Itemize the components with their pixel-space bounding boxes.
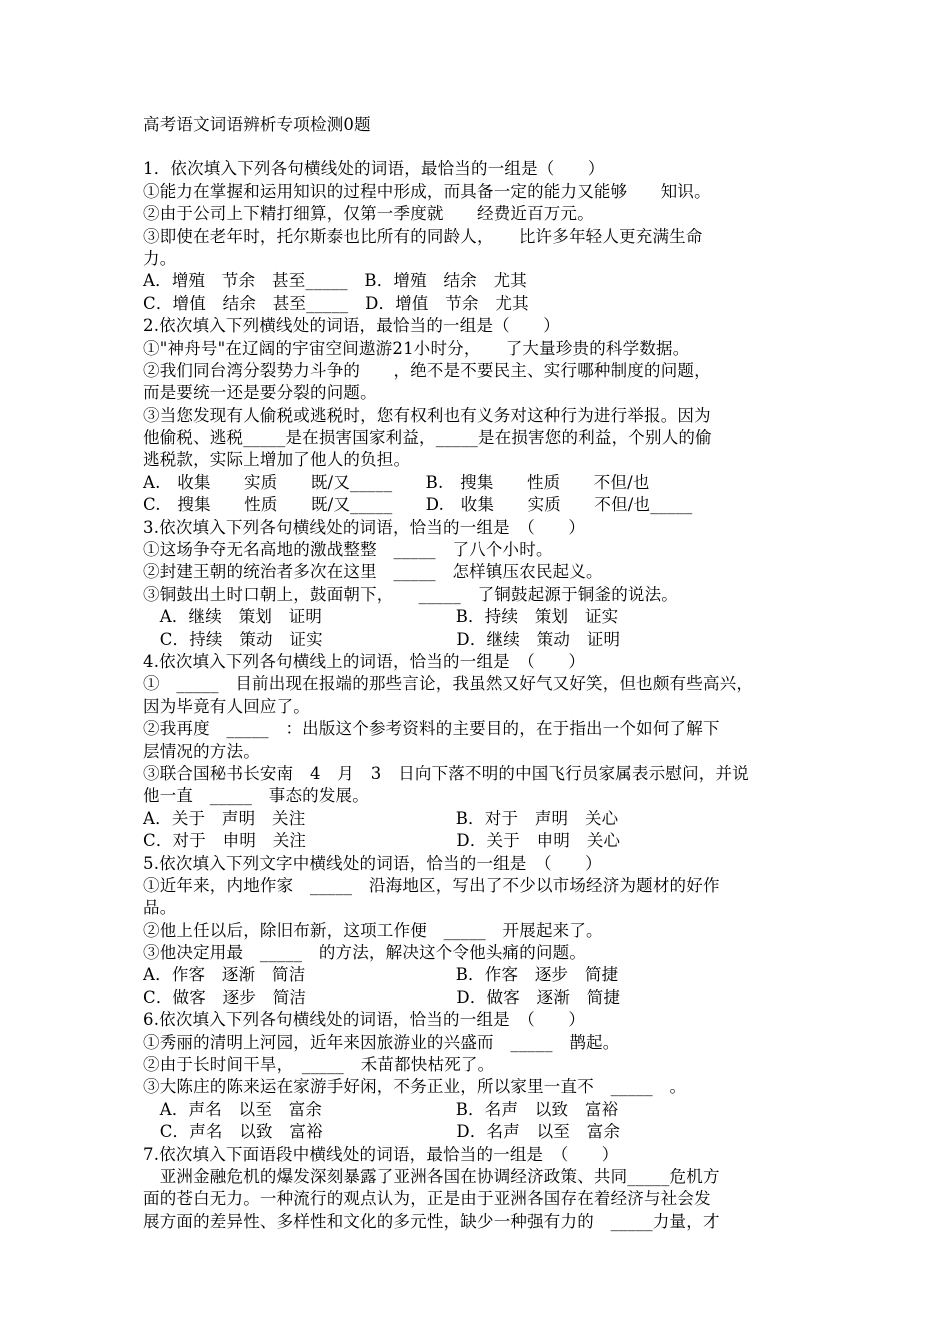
- text-line: ②我再度 _____ ：出版这个参考资料的主要目的，在于指出一个如何了解下: [143, 719, 720, 739]
- text-line: 层情况的方法。: [143, 741, 260, 761]
- text-line: ①这场争夺无名高地的激战整整 _____ 了八个小时。: [143, 540, 553, 560]
- text-line: 面的苍白无力。一种流行的观点认为，正是由于亚洲各国存在着经济与社会发: [143, 1189, 711, 1209]
- text-line: 7.依次填入下面语段中横线处的词语，最恰当的一组是 （ ）: [143, 1144, 619, 1164]
- text-line: ②封建王朝的统治者多次在这里 _____ 怎样镇压农民起义。: [143, 562, 603, 582]
- text-line: C．增值 结余 甚至_____ D．增值 节余 尤其: [143, 293, 529, 313]
- text-line: 6.依次填入下列各句横线处的词语，恰当的一组是 （ ）: [143, 1010, 586, 1030]
- text-line: 他偷税、逃税_____是在损害国家利益，_____是在损害您的利益，个别人的偷: [143, 428, 712, 448]
- text-line: ③联合国秘书长安南 4 月 3 日向下落不明的中国飞行员家属表示慰问，并说: [143, 763, 749, 783]
- text-line: 4.依次填入下列各句横线上的词语，恰当的一组是 （ ）: [143, 651, 586, 671]
- text-line: 2.依次填入下列横线处的词语，最恰当的一组是（ ）: [143, 316, 560, 336]
- text-line: ① _____ 目前出现在报端的那些言论，我虽然又好气又好笑，但也颇有些高兴，: [143, 674, 754, 694]
- text-line: A．增殖 节余 甚至_____ B．增殖 结余 尤其: [143, 271, 527, 291]
- text-line: ①秀丽的清明上河园，近年来因旅游业的兴盛而 _____ 鹊起。: [143, 1032, 620, 1052]
- document-page: [143, 114, 823, 1233]
- text-line: 而是要统一还是要分裂的问题。: [143, 383, 377, 403]
- text-line: ②我们同台湾分裂势力斗争的 ，绝不是不要民主、实行哪种制度的问题，: [143, 360, 711, 380]
- text-line: C. 搜集 性质 既/又_____ D. 收集 实质 不但/也_____: [143, 495, 693, 515]
- text-line: ③当您发现有人偷税或逃税时，您有权利也有义务对这种行为进行举报。因为: [143, 405, 711, 425]
- text-line: A．声名 以至 富余 B．名声 以致 富裕: [143, 1099, 619, 1119]
- text-line: A. 收集 实质 既/又_____ B. 搜集 性质 不但/也: [143, 472, 650, 492]
- text-line: 逃税款，实际上增加了他人的负担。: [143, 450, 411, 470]
- text-line: ①"神舟号"在辽阔的宇宙空间遨游21小时分， 了大量珍贵的科学数据。: [143, 338, 690, 358]
- text-line: 5.依次填入下列文字中横线处的词语，恰当的一组是 （ ）: [143, 853, 602, 873]
- text-line: ②他上任以后，除旧布新，这项工作便 _____ 开展起来了。: [143, 920, 603, 940]
- text-line: 展方面的差异性、多样性和文化的多元性，缺少一种强有力的 _____力量，才: [143, 1211, 720, 1231]
- text-line: ③即使在老年时，托尔斯泰也比所有的同龄人， 比许多年轻人更充满生命: [143, 226, 703, 246]
- text-line: 亚洲金融危机的爆发深刻暴露了亚洲各国在协调经济政策、共同_____危机方: [143, 1166, 720, 1186]
- text-line: ③大陈庄的陈来运在家游手好闲，不务正业，所以家里一直不 _____ 。: [143, 1077, 687, 1097]
- text-line: ①能力在掌握和运用知识的过程中形成，而具备一定的能力又能够 知识。: [143, 181, 711, 201]
- text-line: 因为毕竟有人回应了。: [143, 696, 310, 716]
- text-line: ①近年来，内地作家 _____ 沿海地区，写出了不少以市场经济为题材的好作: [143, 875, 720, 895]
- document-body: [143, 158, 823, 1233]
- text-line: A．继续 策划 证明 B．持续 策划 证实: [143, 607, 619, 627]
- text-line: 3.依次填入下列各句横线处的词语，恰当的一组是 （ ）: [143, 517, 586, 537]
- document-title: 高考语文词语辨析专项检测0题: [143, 115, 371, 134]
- text-line: ②由于公司上下精打细算，仅第一季度就 经费近百万元。: [143, 204, 594, 224]
- text-line: ③铜鼓出土时口朝上，鼓面朝下， _____ 了铜鼓起源于铜釜的说法。: [143, 584, 678, 604]
- text-line: C．持续 策动 证实 D．继续 策动 证明: [143, 629, 621, 649]
- text-line: 力。: [143, 248, 177, 268]
- text-line: A．关于 声明 关注 B．对于 声明 关心: [143, 808, 619, 828]
- text-line: C．对于 申明 关注 D．关于 申明 关心: [143, 831, 621, 851]
- text-line: ③他决定用最 _____ 的方法，解决这个令他头痛的问题。: [143, 943, 587, 963]
- text-line: C．做客 逐步 简洁 D．做客 逐渐 简捷: [143, 987, 621, 1007]
- text-line: 1．依次填入下列各句横线处的词语，最恰当的一组是（ ）: [143, 159, 605, 179]
- text-line: 他一直 _____ 事态的发展。: [143, 786, 369, 806]
- text-line: ②由于长时间干旱， _____ 禾苗都快枯死了。: [143, 1055, 495, 1075]
- text-line: C．声名 以致 富裕 D．名声 以至 富余: [143, 1122, 621, 1142]
- text-line: A．作客 逐渐 简洁 B．作客 逐步 简捷: [143, 965, 619, 985]
- text-line: 品。: [143, 898, 177, 918]
